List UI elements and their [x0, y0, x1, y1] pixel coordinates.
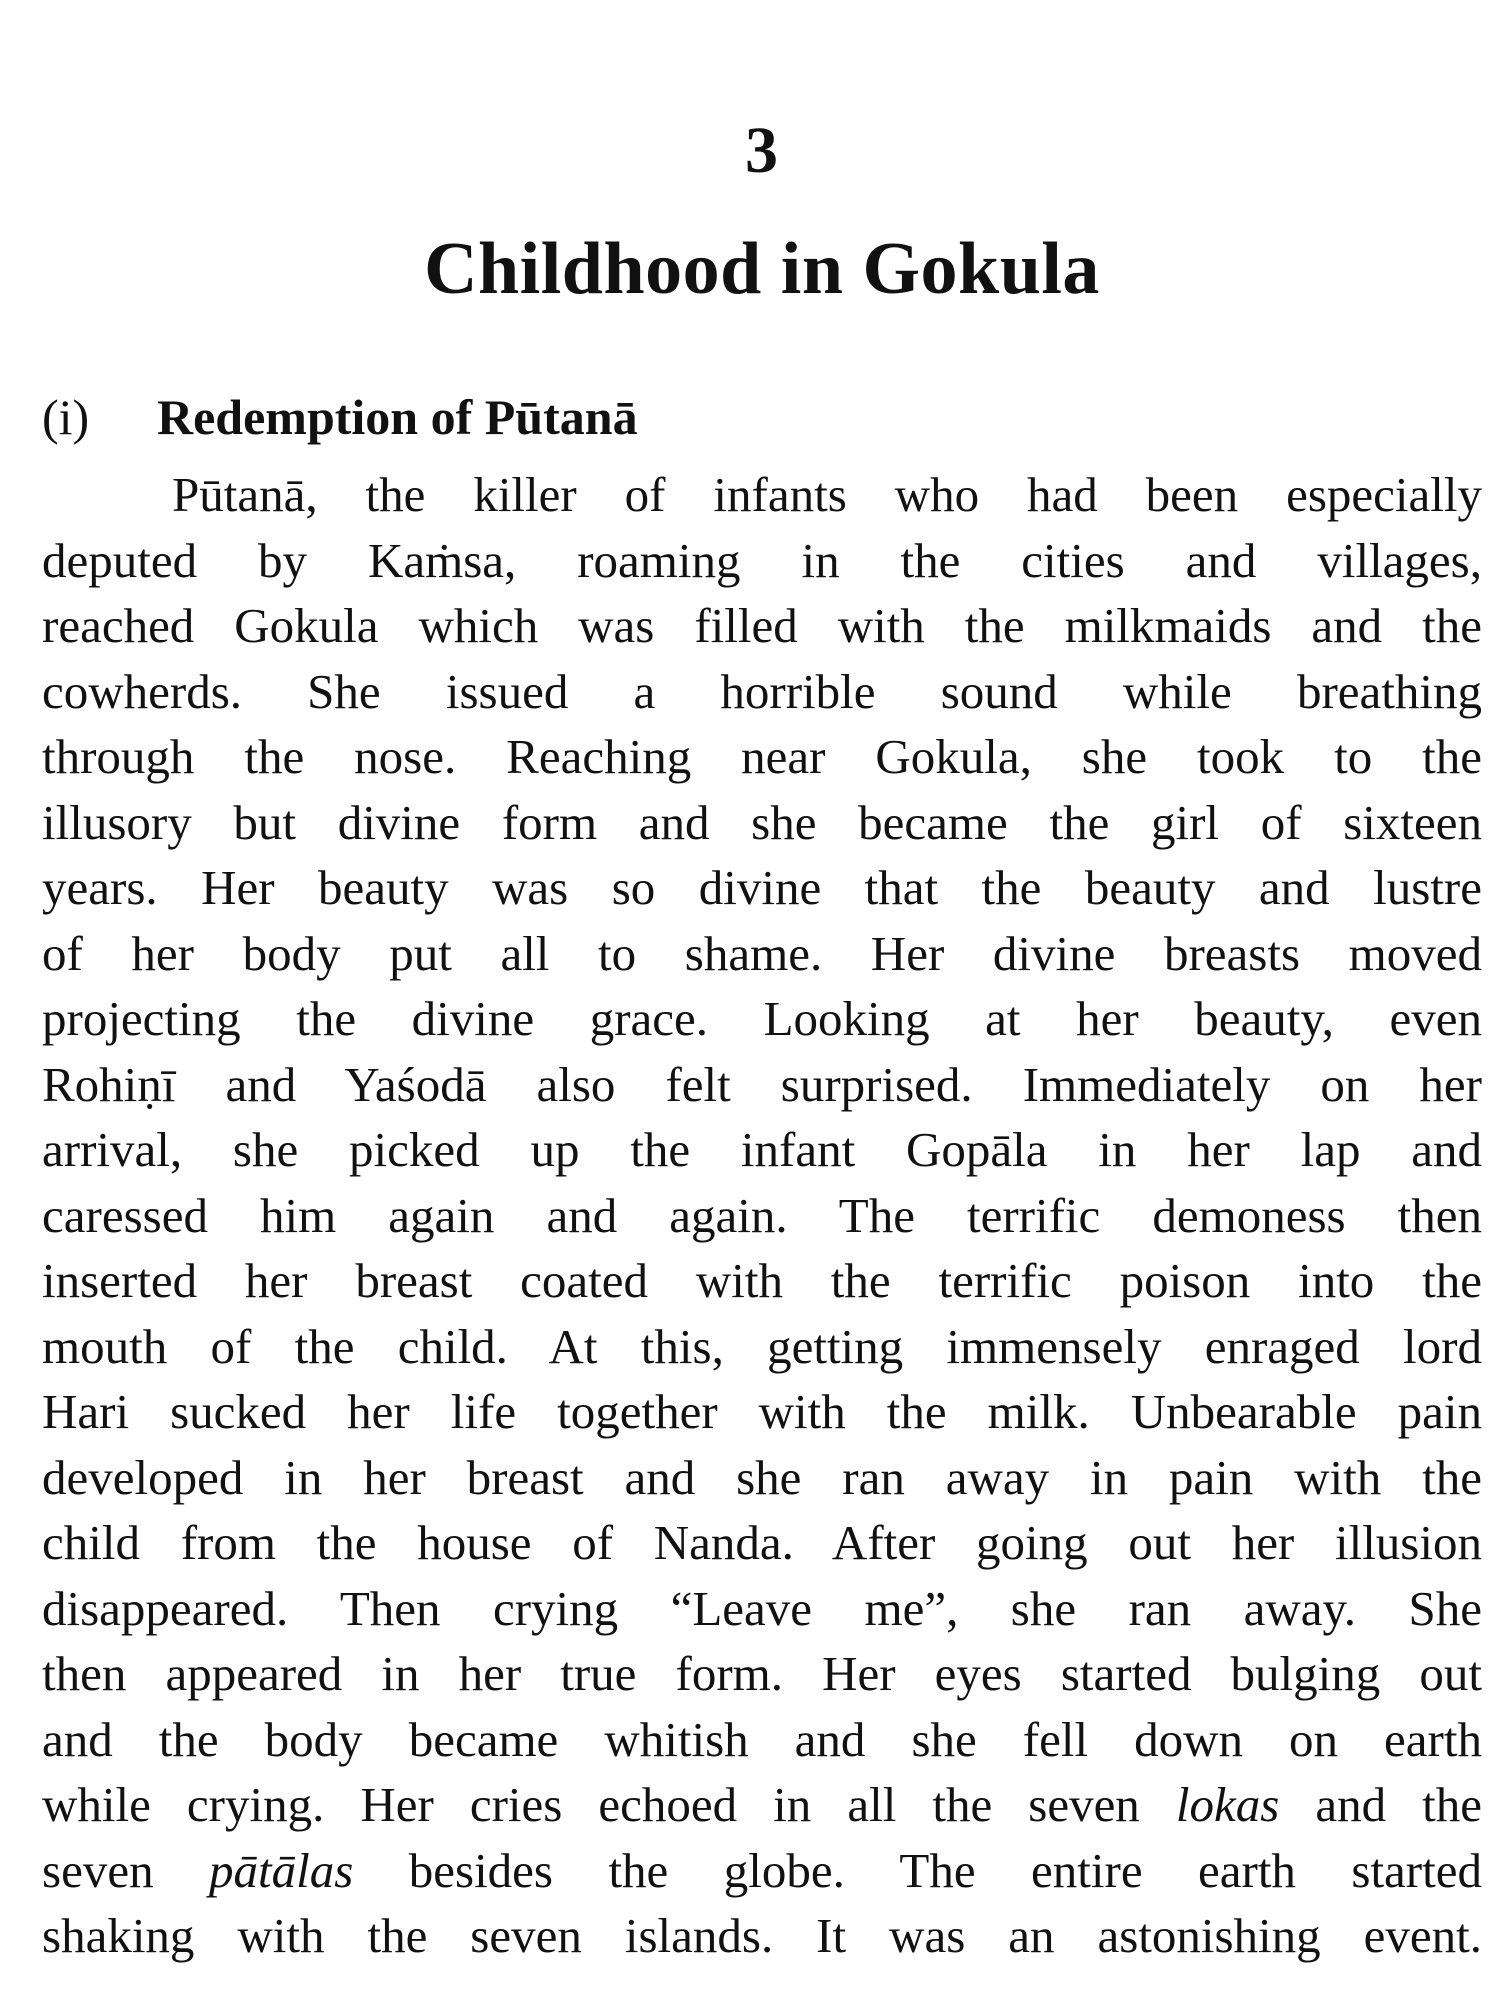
- section-heading: [42, 389, 638, 445]
- italic-term-lokas: lokas: [1175, 1777, 1280, 1832]
- text-line: shaking with the seven islands. It was an astonishing event.: [42, 1908, 1482, 1963]
- section-number: (i): [42, 389, 90, 445]
- text-line: illusory but divine form and she became the girl of sixteen: [42, 794, 1482, 850]
- text-line: Rohiṇī and Yaśodā also felt surprised. Immediately on her: [42, 1056, 1482, 1112]
- text-line-part: besides the globe. The entire earth started: [353, 1842, 1482, 1898]
- text-line: through the nose. Reaching near Gokula, she took to the: [42, 729, 1482, 784]
- italic-term-patalas: pātālas: [209, 1842, 354, 1898]
- section-title: Redemption of Pūtanā: [157, 389, 638, 445]
- text-line: disappeared. Then crying “Leave me”, she ran away. She: [42, 1580, 1482, 1636]
- text-line-part: and the: [1279, 1777, 1482, 1832]
- text-line-part: seven: [42, 1842, 210, 1898]
- text-line: Hari sucked her life together with the milk. Unbearable pain: [42, 1384, 1482, 1439]
- chapter-number: 3: [745, 114, 779, 187]
- text-line: mouth of the child. At this, getting immensely enraged lord: [42, 1318, 1482, 1374]
- text-line: of her body put all to shame. Her divine breasts moved: [42, 925, 1482, 981]
- text-line: inserted her breast coated with the terrific poison into the: [42, 1253, 1482, 1308]
- text-line: arrival, she picked up the infant Gopāla in her lap and: [42, 1122, 1482, 1177]
- text-line-part: while crying. Her cries echoed in all the seven: [42, 1777, 1176, 1832]
- body-text: [42, 462, 1482, 1969]
- text-line: then appeared in her true form. Her eyes started bulging out: [42, 1646, 1482, 1701]
- text-line: caressed him again and again. The terrific demoness then: [42, 1187, 1482, 1243]
- text-line: [42, 1838, 1482, 1904]
- chapter-title: Childhood in Gokula: [424, 228, 1100, 310]
- book-page: [42, 0, 1482, 2000]
- text-line: Pūtanā, the killer of infants who had been especially: [172, 467, 1482, 522]
- text-line: years. Her beauty was so divine that the beauty and lustre: [42, 860, 1482, 915]
- text-line: [42, 1772, 1482, 1838]
- text-line: cowherds. She issued a horrible sound while breathing: [42, 663, 1482, 719]
- text-line: deputed by Kaṁsa, roaming in the cities and villages,: [42, 532, 1482, 588]
- text-line: projecting the divine grace. Looking at her beauty, even: [42, 991, 1482, 1046]
- text-line: reached Gokula which was filled with the milkmaids and the: [42, 598, 1482, 653]
- text-line: child from the house of Nanda. After going out her illusion: [42, 1515, 1482, 1570]
- text-line: and the body became whitish and she fell down on earth: [42, 1711, 1482, 1767]
- text-line: developed in her breast and she ran away in pain with the: [42, 1449, 1482, 1505]
